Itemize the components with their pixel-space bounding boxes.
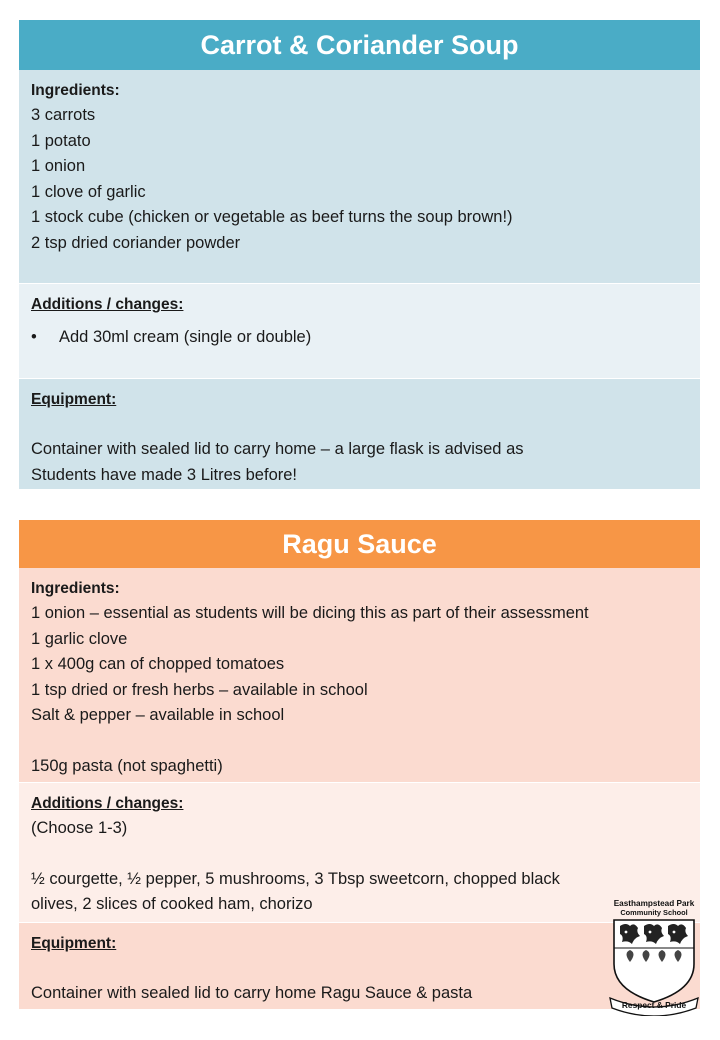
ragu-ingredient: 150g pasta (not spaghetti) <box>31 756 223 775</box>
soup-equipment-line: Students have made 3 Litres before! <box>31 465 297 484</box>
ragu-recipe-card <box>19 520 700 1009</box>
ragu-ingredient: 1 tsp dried or fresh herbs – available in school <box>31 680 368 699</box>
soup-ingredients-label: Ingredients: <box>31 82 120 99</box>
ragu-ingredient: 1 onion – essential as students will be dicing this as part of their assessment <box>31 604 589 622</box>
soup-equipment-line: Container with sealed lid to carry home – a large flask is advised as <box>31 440 524 458</box>
ragu-addition-line: ½ courgette, ½ pepper, 5 mushrooms, 3 Tbsp sweetcorn, chopped black <box>31 869 560 888</box>
soup-additions-list <box>31 325 688 351</box>
soup-ingredient: 1 potato <box>31 131 91 150</box>
ragu-ingredients-section <box>19 568 700 782</box>
soup-additions-label: Additions / changes: <box>31 296 184 313</box>
crest-motto: Respect & Pride <box>621 1000 687 1010</box>
soup-equipment-section <box>19 379 700 489</box>
ragu-additions-note: (Choose 1-3) <box>31 819 128 837</box>
ragu-addition-line: olives, 2 slices of cooked ham, chorizo <box>31 895 313 913</box>
ragu-equipment-section <box>19 923 700 1009</box>
soup-ingredient: 1 onion <box>31 157 86 175</box>
ragu-ingredient: Salt & pepper – available in school <box>31 706 285 724</box>
ragu-ingredient: 1 garlic clove <box>31 629 128 648</box>
ragu-equipment-label: Equipment: <box>31 935 117 952</box>
school-crest-logo <box>606 898 702 1016</box>
soup-additions-section <box>19 284 700 378</box>
soup-addition-item: • Add 30ml cream (single or double) <box>31 325 688 351</box>
ragu-additions-label: Additions / changes: <box>31 795 184 812</box>
ragu-equipment-line: Container with sealed lid to carry home Ragu Sauce & pasta <box>31 984 473 1002</box>
ragu-ingredient: 1 x 400g can of chopped tomatoes <box>31 655 285 673</box>
ragu-ingredients-label: Ingredients: <box>31 580 120 597</box>
soup-ingredient: 1 stock cube (chicken or vegetable as beef turns the soup brown!) <box>31 208 513 226</box>
crest-name-line1: Easthampstead Park <box>613 899 695 908</box>
soup-ingredient: 2 tsp dried coriander powder <box>31 233 241 252</box>
soup-ingredient: 3 carrots <box>31 106 96 124</box>
soup-recipe-card <box>19 20 700 489</box>
soup-title: Carrot & Coriander Soup <box>19 20 700 70</box>
ragu-title: Ragu Sauce <box>19 520 700 568</box>
crest-name-line2: Community School <box>620 908 688 917</box>
soup-equipment-label: Equipment: <box>31 391 117 408</box>
soup-ingredients-section <box>19 70 700 283</box>
soup-ingredient: 1 clove of garlic <box>31 182 146 201</box>
ragu-additions-section <box>19 783 700 922</box>
